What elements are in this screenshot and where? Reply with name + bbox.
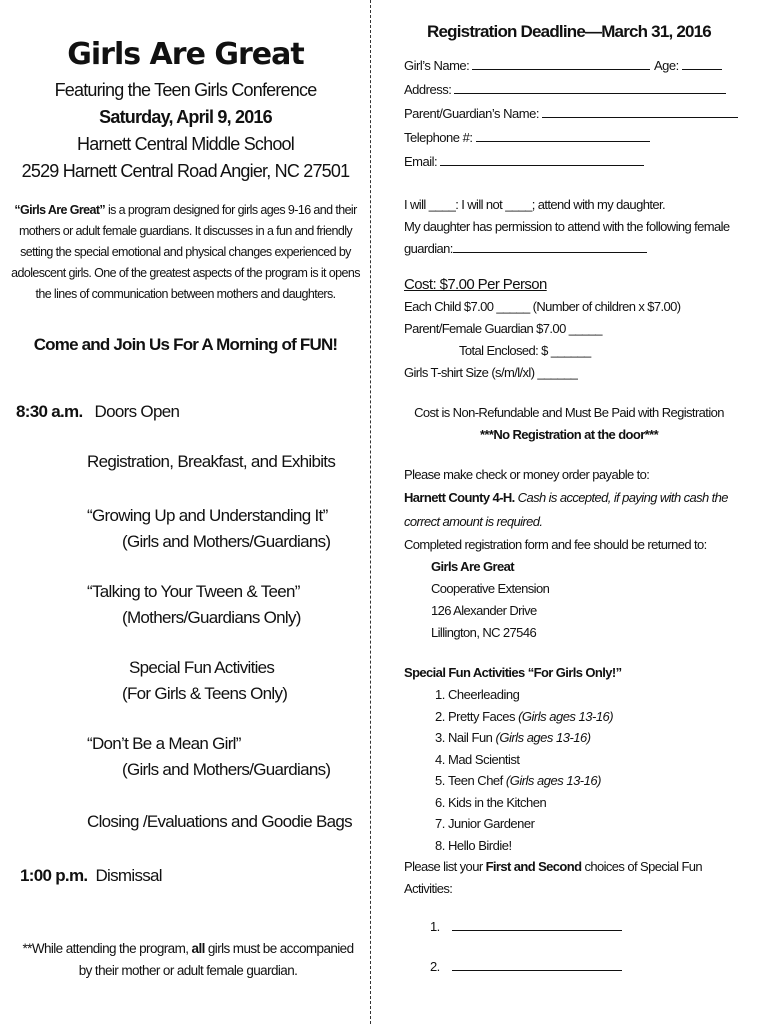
guardian-label: guardian:: [404, 241, 453, 256]
schedule-item-2a: “Growing Up and Understanding It”: [87, 506, 328, 525]
total-enclosed: Total Enclosed: $ ______: [459, 343, 591, 358]
schedule-item-4b: (For Girls & Teens Only): [122, 684, 288, 703]
activity-note: (Girls ages 13-16): [495, 730, 591, 745]
payable-text: Please make check or money order payable to:: [404, 467, 650, 482]
activity-name: Pretty Faces: [448, 708, 519, 724]
guardian-field[interactable]: [453, 238, 647, 253]
schedule-item-3a: “Talking to Your Tween & Teen”: [87, 582, 300, 601]
school-name: Harnett Central Middle School: [77, 134, 294, 154]
schedule-item-5b: (Girls and Mothers/Guardians): [122, 760, 331, 779]
start-time: 8:30 a.m.: [16, 402, 83, 421]
activity-note: (Girls ages 13-16): [518, 708, 614, 724]
activity-item: [448, 792, 734, 814]
choices-text-2: choices of Special Fun Activities:: [404, 859, 703, 896]
non-refundable-note: Cost is Non-Refundable and Must Be Paid with Registration: [414, 405, 724, 420]
choice-1-label: 1.: [430, 919, 440, 934]
choices-bold: First and Second: [485, 859, 582, 874]
address-row: [404, 78, 734, 102]
choice-1-field[interactable]: [452, 916, 622, 931]
email-label: Email:: [404, 154, 438, 169]
registration-deadline: Registration Deadline—March 31, 2016: [427, 22, 711, 41]
age-field[interactable]: [682, 55, 722, 70]
guardian-name-row: [404, 102, 734, 126]
age-label: Age:: [654, 58, 679, 73]
email-field[interactable]: [440, 151, 644, 166]
activity-item: [448, 770, 734, 792]
activity-name: Nail Fun: [448, 730, 496, 745]
subtitle-conference: Featuring the Teen Girls Conference: [54, 80, 317, 100]
permission-text: My daughter has permission to attend with the following female: [404, 219, 730, 234]
address-label: Address:: [404, 82, 452, 97]
activity-name: Kids in the Kitchen: [448, 794, 547, 810]
schedule-item-2b: (Girls and Mothers/Guardians): [122, 532, 331, 551]
guardian-name-field[interactable]: [542, 103, 738, 118]
intro-paragraph: [8, 200, 363, 305]
schedule-item-1: Registration, Breakfast, and Exhibits: [87, 452, 336, 471]
end-time: 1:00 p.m.: [20, 866, 88, 885]
event-date: Saturday, April 9, 2016: [99, 107, 272, 127]
return-city: Lillington, NC 27546: [431, 625, 537, 640]
schedule-end: [20, 866, 162, 886]
choice-1-row: [404, 916, 734, 938]
return-org: Cooperative Extension: [431, 581, 550, 596]
email-row: [404, 150, 734, 174]
note-text-1: **While attending the program,: [22, 941, 192, 956]
activity-item: [448, 684, 734, 706]
activities-list: [404, 684, 734, 856]
activity-item: [448, 835, 734, 857]
activity-name: Teen Chef: [448, 773, 506, 788]
attend-line: I will ____: I will not ____; attend with my daughter.: [404, 197, 665, 212]
activity-name: Junior Gardener: [448, 816, 535, 831]
no-door-registration: ***No Registration at the door***: [479, 427, 659, 442]
join-heading: Come and Join Us For A Morning of FUN!: [33, 335, 338, 354]
cost-header: Cost: $7.00 Per Person: [404, 276, 547, 293]
cost-child: Each Child $7.00 _____ (Number of children x $7.00): [404, 299, 681, 314]
activity-name: Hello Birdie!: [448, 837, 512, 853]
activity-note: (Girls ages 13-16): [505, 773, 601, 788]
schedule-item-4a: Special Fun Activities: [129, 658, 275, 677]
note-text-2: girls must be accompanied by their mother or adult female guardian.: [78, 941, 354, 978]
start-label: Doors Open: [94, 402, 180, 421]
school-address: 2529 Harnett Central Road Angier, NC 27501: [21, 161, 350, 181]
note-bold: all: [191, 941, 205, 956]
schedule-start: [16, 402, 179, 422]
payee-bold: Harnett County 4-H.: [404, 490, 515, 505]
schedule-item-3b: (Mothers/Guardians Only): [122, 608, 301, 627]
schedule-item-5a: “Don’t Be a Mean Girl”: [87, 734, 241, 753]
girls-name-label: Girl’s Name:: [404, 58, 470, 73]
accompany-note: [18, 938, 358, 982]
left-column: [8, 0, 363, 355]
age-group: [654, 54, 722, 78]
telephone-row: [404, 126, 734, 150]
choice-2-row: [404, 956, 734, 978]
guardian-row: [404, 238, 734, 260]
return-text: Completed registration form and fee should be returned to:: [404, 537, 707, 552]
end-label: Dismissal: [95, 866, 162, 885]
activity-item: [448, 749, 734, 771]
return-street: 126 Alexander Drive: [431, 603, 537, 618]
registration-form: [404, 0, 734, 978]
page-title: Girls Are Great: [67, 37, 304, 72]
address-field[interactable]: [454, 79, 726, 94]
girls-name-field[interactable]: [472, 55, 650, 70]
guardian-name-label: Parent/Guardian’s Name:: [404, 106, 539, 121]
activity-item: [448, 813, 734, 835]
activity-item: [448, 706, 734, 728]
intro-text: is a program designed for girls ages 9-16 and their mothers or adult female guardians. It discusses in a fun and friendly setting the special emotional and physical changes experienced by adolescent girls. One of the greatest aspects of the program is it opens the lines of communication between mothers and daughters.: [11, 203, 360, 301]
choice-2-field[interactable]: [452, 956, 622, 971]
payee-italic: Cash is accepted, if paying with cash the correct amount is required.: [404, 490, 728, 529]
activity-name: Cheerleading: [448, 687, 520, 702]
cost-guardian: Parent/Female Guardian $7.00 _____: [404, 321, 602, 336]
telephone-field[interactable]: [476, 127, 650, 142]
return-name: Girls Are Great: [431, 559, 515, 574]
tshirt-size: Girls T-shirt Size (s/m/l/xl) ______: [404, 365, 578, 380]
activity-item: [448, 727, 734, 749]
schedule-item-6: Closing /Evaluations and Goodie Bags: [87, 812, 352, 831]
activity-name: Mad Scientist: [448, 751, 520, 767]
choice-2-label: 2.: [430, 959, 440, 974]
girls-name-row: [404, 54, 734, 78]
fold-divider: [370, 0, 371, 1024]
choices-text-1: Please list your: [404, 859, 486, 874]
intro-bold: “Girls Are Great”: [14, 203, 106, 217]
telephone-label: Telephone #:: [404, 130, 473, 145]
activities-header: Special Fun Activities “For Girls Only!”: [404, 665, 622, 680]
payee-text: [404, 486, 734, 534]
cost-header-row: [404, 274, 734, 296]
choices-instruction: [404, 856, 734, 900]
